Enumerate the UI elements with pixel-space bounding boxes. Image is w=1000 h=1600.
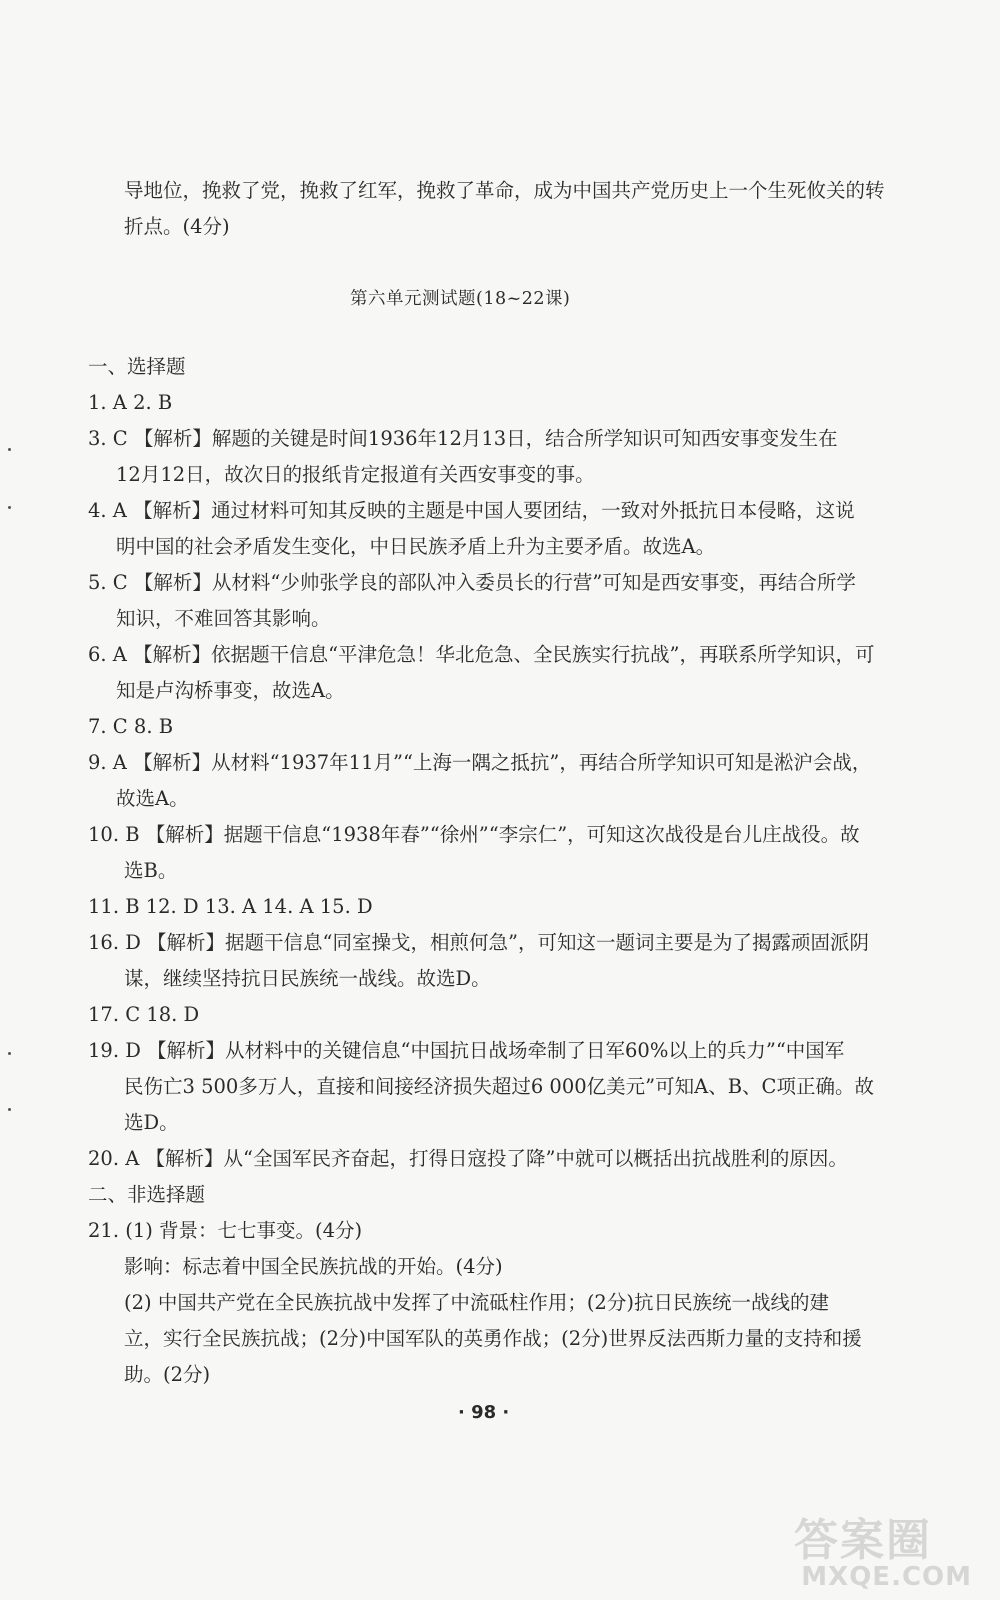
- answer-line: 19. D 【解析】从材料中的关键信息“中国抗日战场牵制了日军60%以上的兵力”“中国军: [88, 1039, 845, 1062]
- answer-line: 知是卢沟桥事变，故选A。: [116, 679, 345, 702]
- answer-line: 7. C 8. B: [88, 715, 174, 738]
- answer-line: 选B。: [124, 859, 178, 882]
- q21-line: 21. (1) 背景：七七事变。(4分): [88, 1219, 363, 1242]
- section-heading-choice: 一、选择题: [88, 355, 186, 378]
- q21-line: 立，实行全民族抗战；(2分)中国军队的英勇作战；(2分)世界反法西斯力量的支持和援: [124, 1327, 862, 1350]
- answer-line: 3. C 【解析】解题的关键是时间1936年12月13日，结合所学知识可知西安事变发生在: [88, 427, 838, 450]
- margin-mark: [8, 448, 11, 451]
- q21-line: 影响：标志着中国全民族抗战的开始。(4分): [124, 1255, 503, 1278]
- page-number: · 98 ·: [458, 1402, 510, 1423]
- answer-line: 谋，继续坚持抗日民族统一战线。故选D。: [124, 967, 491, 990]
- watermark-en: MXQE.COM: [801, 1562, 972, 1592]
- margin-mark: [8, 1052, 11, 1055]
- answer-line: 故选A。: [116, 787, 189, 810]
- margin-mark: [8, 1108, 11, 1111]
- answer-line: 4. A 【解析】通过材料可知其反映的主题是中国人要团结，一致对外抵抗日本侵略，这说: [88, 499, 855, 522]
- answer-line: 1. A 2. B: [88, 391, 173, 414]
- answer-line: 11. B 12. D 13. A 14. A 15. D: [88, 895, 373, 918]
- answer-line: 16. D 【解析】据题干信息“同室操戈，相煎何急”，可知这一题词主要是为了揭露顽固派阴: [88, 931, 869, 954]
- answer-line: 民伤亡3 500多万人，直接和间接经济损失超过6 000亿美元”可知A、B、C项正确。故: [124, 1075, 874, 1098]
- margin-mark: [8, 506, 11, 509]
- answer-line: 知识，不难回答其影响。: [116, 607, 331, 630]
- answer-line: 20. A 【解析】从“全国军民齐奋起，打得日寇投了降”中就可以概括出抗战胜利的原因。: [88, 1147, 848, 1170]
- q21-line: 助。(2分): [124, 1363, 211, 1386]
- intro-line-1: 导地位，挽救了党，挽救了红军，挽救了革命，成为中国共产党历史上一个生死攸关的转: [124, 179, 885, 202]
- q21-line: (2) 中国共产党在全民族抗战中发挥了中流砥柱作用；(2分)抗日民族统一战线的建: [124, 1291, 829, 1314]
- answer-line: 12月12日，故次日的报纸肯定报道有关西安事变的事。: [116, 463, 595, 486]
- answer-line: 17. C 18. D: [88, 1003, 200, 1026]
- answer-line: 10. B 【解析】据题干信息“1938年春”“徐州”“李宗仁”，可知这次战役是台儿庄战役。故: [88, 823, 860, 846]
- answer-line: 5. C 【解析】从材料“少帅张学良的部队冲入委员长的行营”可知是西安事变，再结合所学: [88, 571, 856, 594]
- page-title: 第六单元测试题(18~22课): [350, 289, 571, 309]
- watermark-cn: 答案圈: [794, 1515, 932, 1566]
- answer-line: 6. A 【解析】依据题干信息“平津危急！华北危急、全民族实行抗战”，再联系所学知识，可: [88, 643, 875, 666]
- section-heading-nonchoice: 二、非选择题: [88, 1183, 206, 1206]
- intro-line-2: 折点。(4分): [124, 215, 230, 238]
- watermark-logo: [792, 1504, 972, 1592]
- answer-line: 9. A 【解析】从材料“1937年11月”“上海一隅之抵抗”，再结合所学知识可知是淞沪会战，: [88, 751, 872, 774]
- answer-line: 选D。: [124, 1111, 179, 1134]
- answer-line: 明中国的社会矛盾发生变化，中日民族矛盾上升为主要矛盾。故选A。: [116, 535, 716, 558]
